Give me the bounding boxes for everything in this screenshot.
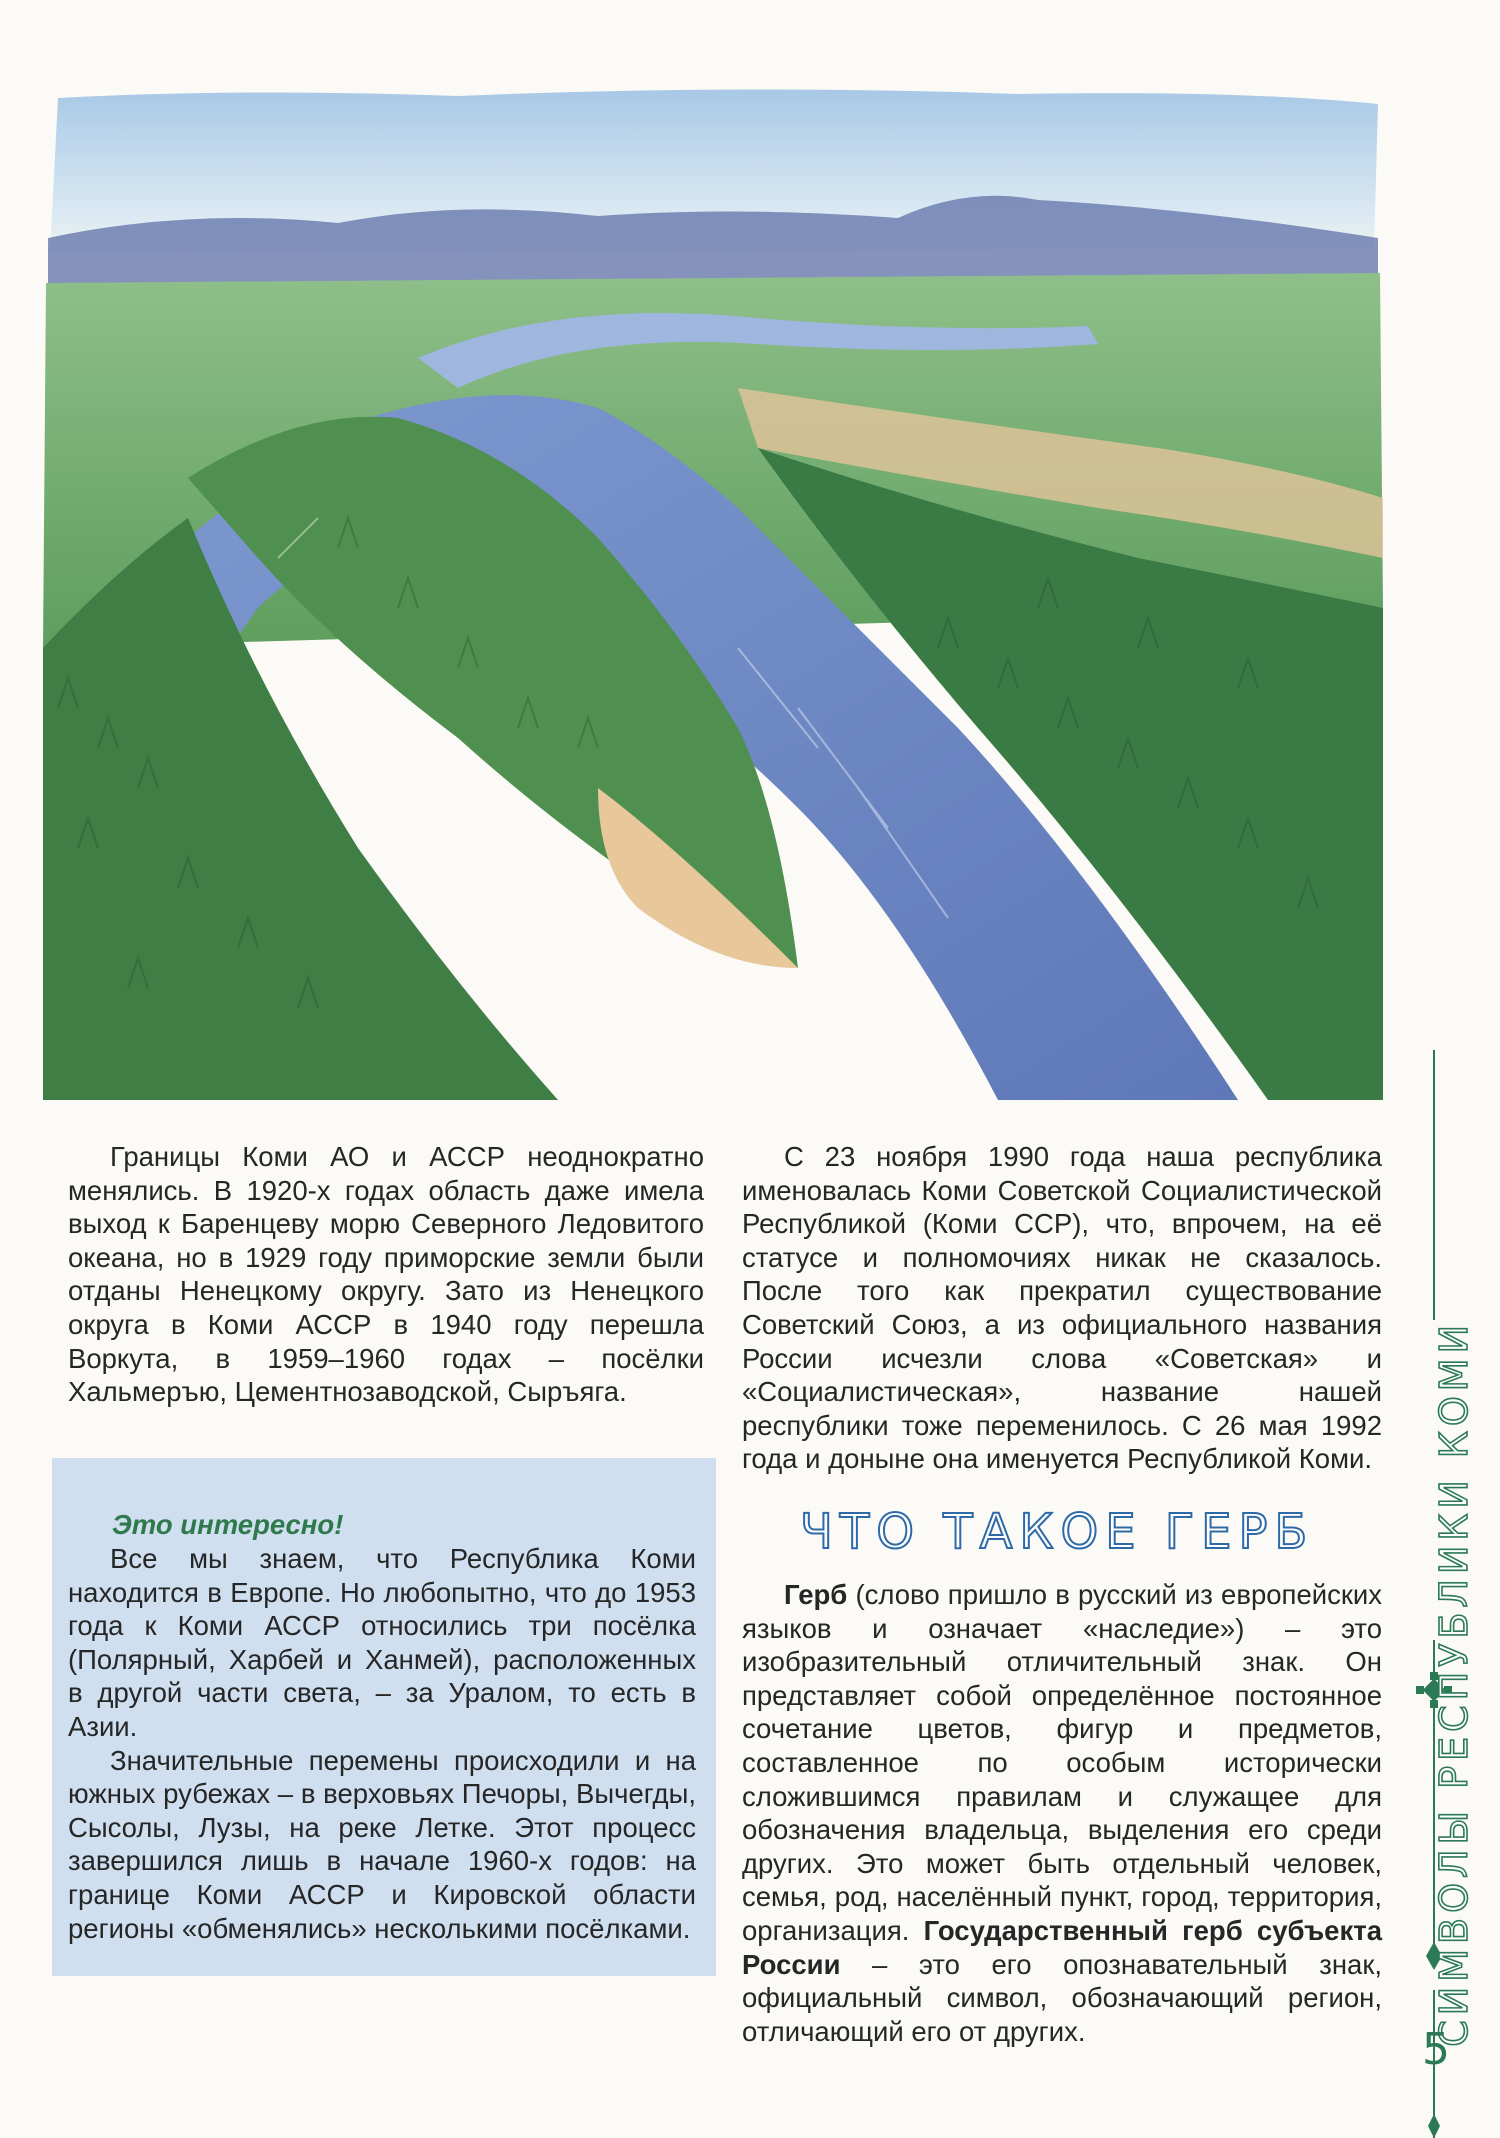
paragraph: Все мы знаем, что Республика Коми находится в Европе. Но любопытно, что до 1953 года к Коми АССР относились три посёлка (Полярный, Харбей и Ханмей), расположенных в другой части света, – за Уралом, то есть в Азии. [68,1543,696,1742]
paragraph [742,1578,1382,2048]
paragraph: Значительные перемены происходили и на южных рубежах – в верховьях Печоры, Вычегды, Сысолы, Лузы, на реке Летке. Этот процесс завершился лишь в начале 1960-х годов: на границе Коми АССР и Кировской области регионы «обменялись» несколькими посёлками. [68,1744,696,1944]
interesting-fact-box [52,1458,716,1976]
paragraph: Границы Коми АО и АССР неоднократно менялись. В 1920-х годах область даже имела выход к Баренцеву морю Северного Ледовитого океана, но в 1929 году приморские земли были отданы Ненецкому округу. Зато из Ненецкого округа в Коми АССР в 1940 году перешла Воркута, в 1959–1960 годах – посёлки Хальмеръю, Цементнозаводской, Сыръяга. [68,1141,704,1408]
river-landscape-image [38,88,1390,1100]
box-title: Это интересно! [112,1509,344,1540]
term-state-emblem: Государственный герб субъекта России [742,1914,1382,1980]
text: (слово пришло в русский из европейских языков и означает «наследие») – это изобразительный отличительный знак. Он представляет собой определённое постоянное сочетание цветов, фигур и предметов, составленное по особым исторически сложившимся правилам и служащее для обозначения владельца, выделения его среди других. Это может быть отдельный человек, семья, род, населённый пункт, город, территория, организация. [742,1579,1382,1946]
box-text [68,1542,696,1945]
right-column-text [742,1140,1382,1476]
section-heading: ЧТО ТАКОЕ ГЕРБ [800,1504,1315,1560]
side-title: СИМВОЛЫ РЕСПУБЛИКИ КОМИ [1432,1320,1476,2047]
diamond-icon [1428,2114,1440,2138]
river-illustration [38,88,1390,1100]
text: – это его опознавательный знак, официальный символ, обозначающий регион, отличающий его от других. [742,1948,1382,2047]
term-gerb: Герб [784,1579,848,1610]
left-column-text [68,1140,704,1409]
page-number: 5 [1422,2024,1450,2075]
paragraph: С 23 ноября 1990 года наша республика именовалась Коми Советской Социалистической Республикой (Коми ССР), что, впрочем, на её статусе и полномочиях никак не сказалось. После того как прекратил существование Советский Союз, а из официального названия России исчезли слова «Советская» и «Социалистическая», название нашей республики тоже переменилось. С 26 мая 1992 года и доныне она именуется Республикой Коми. [742,1141,1382,1475]
gerb-definition [742,1578,1382,2048]
